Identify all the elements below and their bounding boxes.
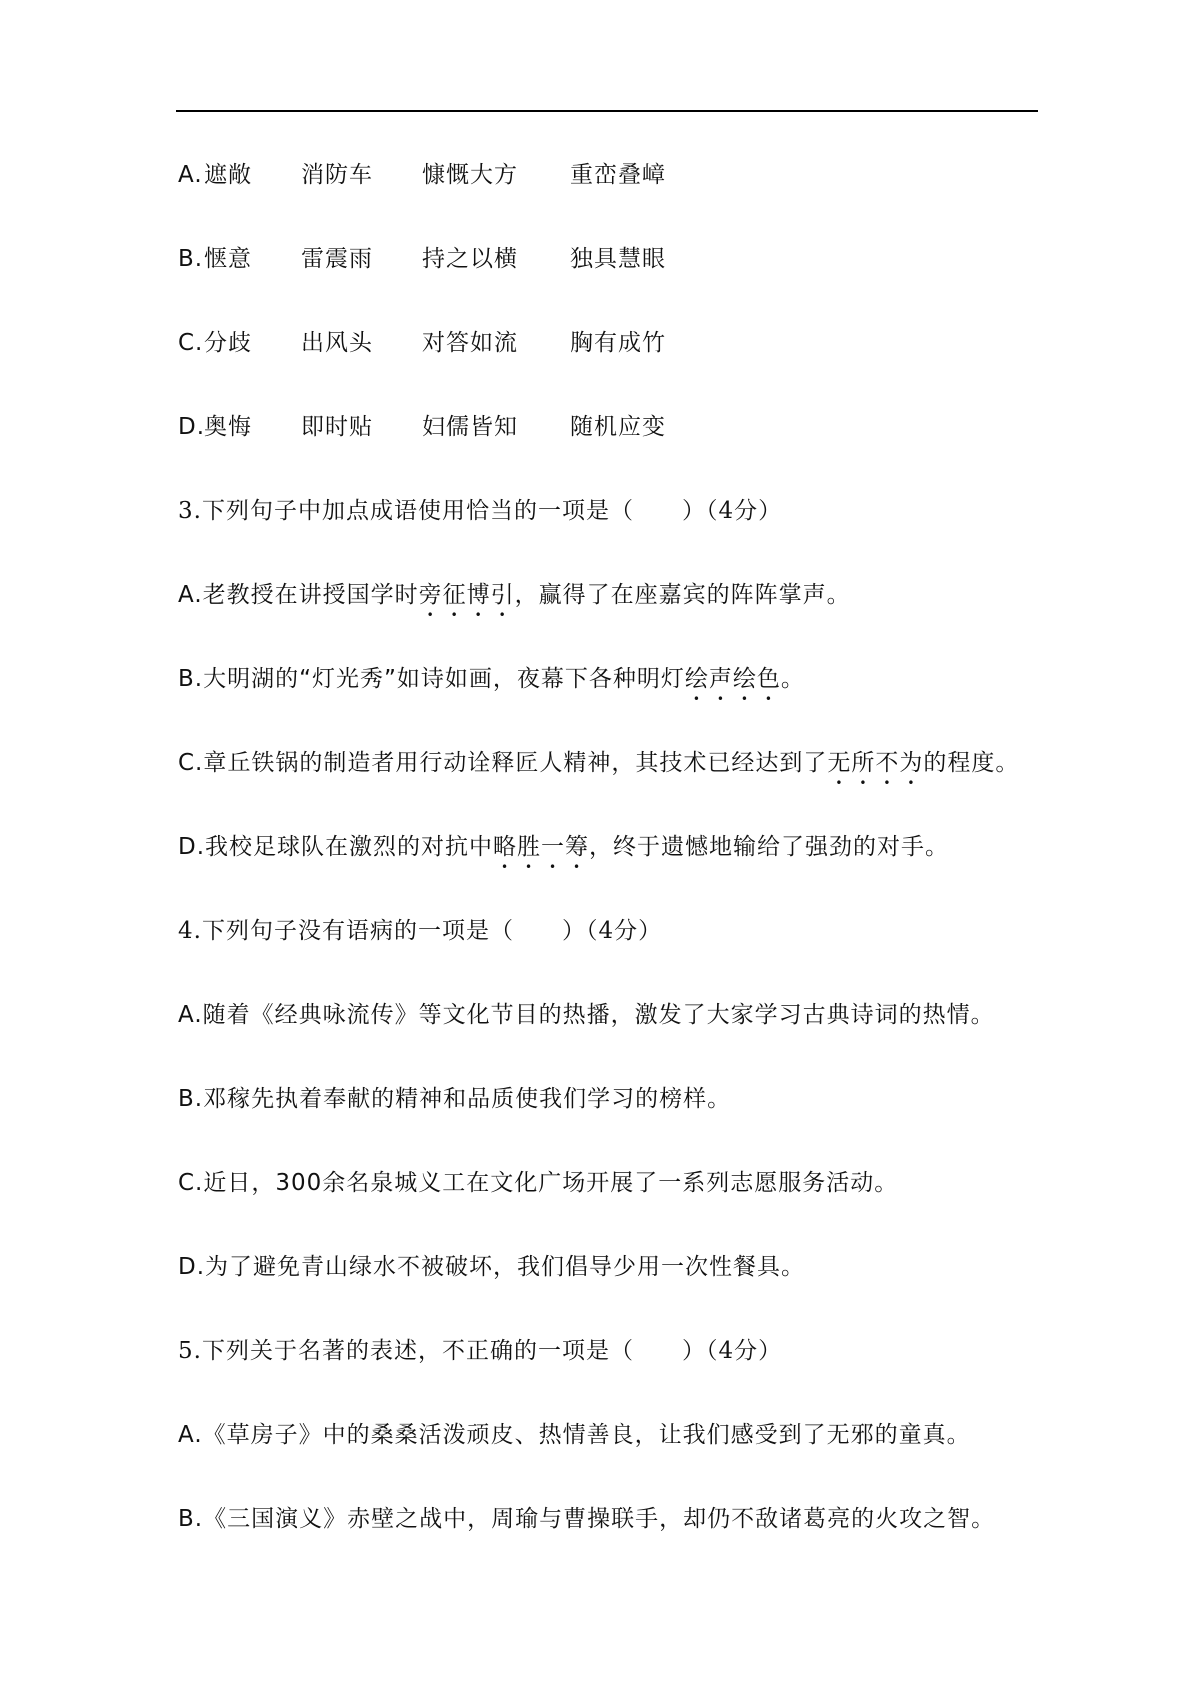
- dotted-idiom: 略胜一筹: [493, 834, 590, 860]
- q4-title: 4.下列句子没有语病的一项是（ ）（4分）: [178, 918, 663, 944]
- q3-option-a: [178, 580, 851, 622]
- sentence-text: ，终于遗憾地输给了强劲的对手。: [589, 834, 950, 860]
- q5-option-a: A.《草房子》中的桑桑活泼顽皮、热情善良，让我们感受到了无邪的童真。: [178, 1422, 971, 1448]
- sentence-text: A.老教授在讲授国学时: [178, 582, 419, 608]
- sentence-text: D.我校足球队在激烈的对抗中: [178, 834, 494, 860]
- q5-title: 5.下列关于名著的表述，不正确的一项是（ ）（4分）: [178, 1338, 783, 1364]
- sentence-text: ，赢得了在座嘉宾的阵阵掌声。: [514, 582, 851, 608]
- q4-option-d: D.为了避免青山绿水不被破坏，我们倡导少用一次性餐具。: [178, 1254, 806, 1280]
- option-word: 雷震雨: [301, 246, 373, 272]
- option-word: 慷慨大方: [422, 162, 518, 188]
- option-word: 对答如流: [422, 330, 518, 356]
- q3-option-b: [178, 664, 805, 706]
- option-word: 即时贴: [301, 414, 373, 440]
- q4-option-b: B.邓稼先执着奉献的精神和品质使我们学习的榜样。: [178, 1086, 732, 1112]
- option-word: 惬意: [204, 246, 252, 272]
- q3-option-d: [178, 832, 949, 874]
- q4-option-a: A.随着《经典咏流传》等文化节目的热播，激发了大家学习古典诗词的热情。: [178, 1002, 995, 1028]
- option-word: 持之以横: [422, 246, 518, 272]
- option-word: 奥悔: [204, 414, 252, 440]
- q3-title: 3.下列句子中加点成语使用恰当的一项是（ ）（4分）: [178, 498, 783, 524]
- sentence-text: 。: [780, 666, 805, 692]
- sentence-text: C.章丘铁锅的制造者用行动诠释匠人精神，其技术已经达到了: [178, 750, 828, 776]
- sentence-text: B.大明湖的“灯光秀”如诗如画，夜幕下各种明灯: [178, 666, 685, 692]
- option-word: 重峦叠嶂: [570, 162, 666, 188]
- option-letter: A.: [178, 162, 203, 188]
- sentence-text: 的程度。: [923, 750, 1020, 776]
- option-word: 消防车: [301, 162, 373, 188]
- q3-option-c: [178, 748, 1019, 790]
- option-letter: C.: [178, 330, 204, 356]
- option-letter: B.: [178, 246, 204, 272]
- option-word: 出风头: [301, 330, 373, 356]
- q5-option-b: B.《三国演义》赤壁之战中，周瑜与曹操联手，却仍不敌诸葛亮的火攻之智。: [178, 1506, 996, 1532]
- dotted-idiom: 无所不为: [827, 750, 924, 776]
- option-letter: D.: [178, 414, 206, 440]
- header-rule: [176, 110, 1038, 112]
- q4-option-c: C.近日，300余名泉城义工在文化广场开展了一系列志愿服务活动。: [178, 1170, 899, 1196]
- option-word: 胸有成竹: [570, 330, 666, 356]
- option-word: 妇儒皆知: [422, 414, 518, 440]
- option-word: 随机应变: [570, 414, 666, 440]
- dotted-idiom: 绘声绘色: [684, 666, 781, 692]
- option-word: 遮敞: [204, 162, 252, 188]
- option-word: 独具慧眼: [570, 246, 666, 272]
- dotted-idiom: 旁征博引: [418, 582, 515, 608]
- option-word: 分歧: [204, 330, 252, 356]
